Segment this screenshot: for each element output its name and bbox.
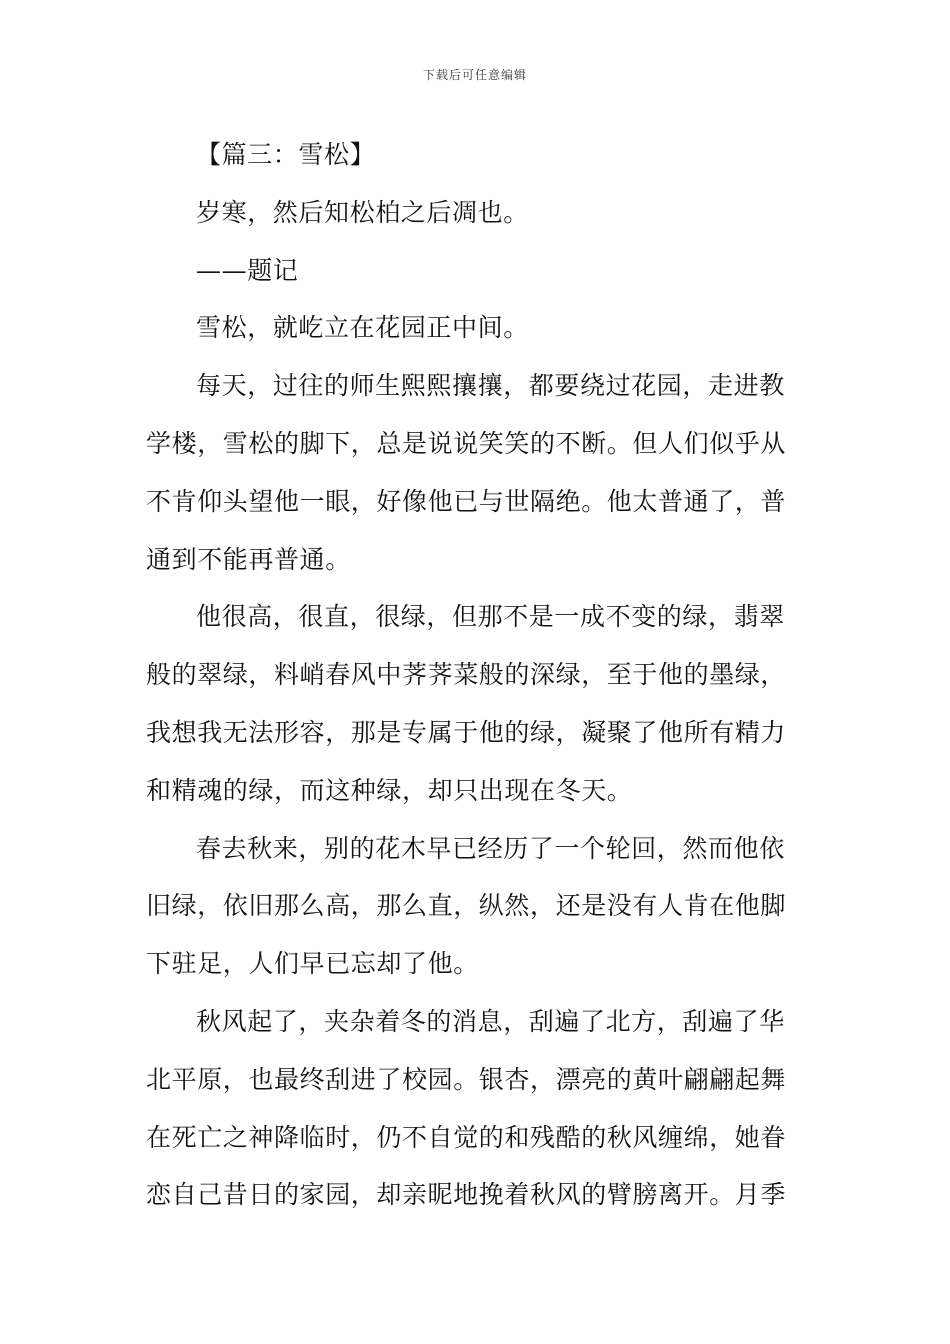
paragraph-line: 恋自己昔日的家园，却亲昵地挽着秋风的臂膀离开。月季: [146, 1180, 787, 1210]
paragraph-line: 在死亡之神降临时，仍不自觉的和残酷的秋风缠绵，她眷: [146, 1122, 787, 1152]
paragraph-line: 秋风起了，夹杂着冬的消息，刮遍了北方，刮遍了华: [196, 1006, 785, 1036]
epigraph-attribution: ——题记: [196, 255, 299, 285]
paragraph-line: 每天，过往的师生熙熙攘攘，都要绕过花园，走进教: [196, 371, 785, 401]
page-header: 下载后可任意编辑: [422, 68, 527, 82]
paragraph-line: 下驻足，人们早已忘却了他。: [146, 949, 479, 979]
paragraph-line: 旧绿，依旧那么高，那么直，纵然，还是没有人肯在他脚: [146, 891, 787, 921]
paragraph-line: 不肯仰头望他一眼，好像他已与世隔绝。他太普通了，普: [146, 486, 787, 516]
paragraph-line: 和精魂的绿，而这种绿，却只出现在冬天。: [146, 775, 633, 805]
epigraph-line: 岁寒，然后知松柏之后凋也。: [196, 197, 529, 227]
document-body: [146, 126, 806, 1224]
section-title: 【篇三：雪松】: [196, 140, 376, 169]
paragraph-line: 他很高，很直，很绿，但那不是一成不变的绿，翡翠: [196, 602, 785, 632]
paragraph-line: 春去秋来，别的花木早已经历了一个轮回，然而他依: [196, 833, 785, 863]
paragraph-line: 雪松，就屹立在花园正中间。: [196, 313, 529, 343]
paragraph-line: 我想我无法形容，那是专属于他的绿，凝聚了他所有精力: [146, 717, 787, 747]
paragraph-line: 北平原，也最终刮进了校园。银杏，漂亮的黄叶翩翩起舞: [146, 1064, 787, 1094]
paragraph-line: 般的翠绿，料峭春风中荠荠菜般的深绿，至于他的墨绿，: [146, 660, 787, 690]
paragraph-line: 学楼，雪松的脚下，总是说说笑笑的不断。但人们似乎从: [146, 428, 787, 458]
paragraph-line: 通到不能再普通。: [146, 544, 351, 574]
